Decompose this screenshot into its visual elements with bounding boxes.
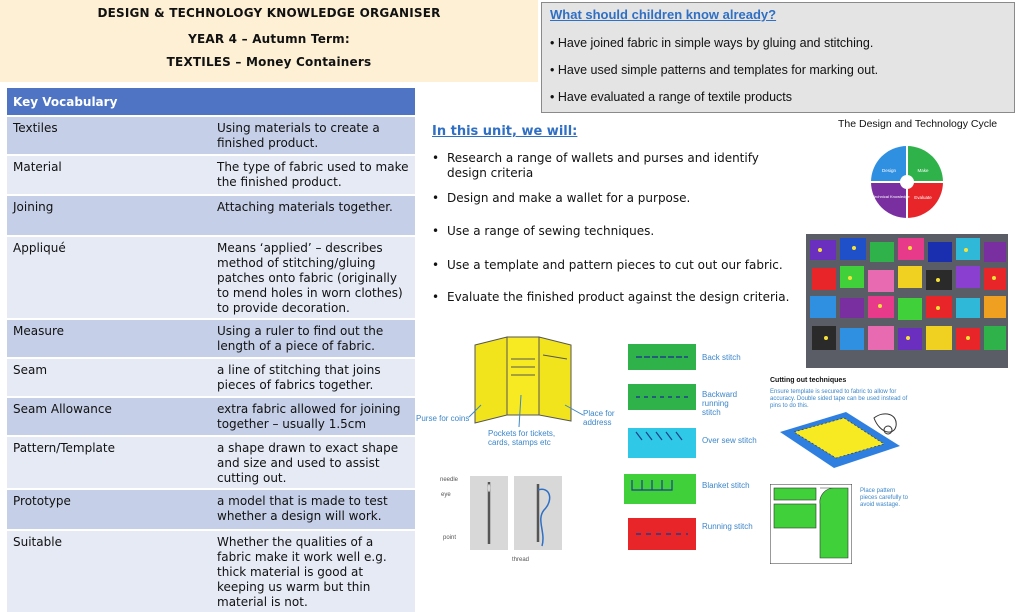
vocab-row bbox=[7, 529, 415, 612]
vocab-row bbox=[7, 318, 415, 357]
vocab-row bbox=[7, 235, 415, 318]
vocab-term: Prototype bbox=[7, 488, 211, 529]
title-block bbox=[0, 0, 538, 82]
vocab-definition: Whether the qualities of a fabric make it work well e.g. thick material is good at keeping us warm but thin material is not. bbox=[211, 529, 415, 612]
vocab-definition: extra fabric allowed for joining together – usually 1.5cm bbox=[211, 396, 415, 435]
cutting-note: Place pattern pieces carefully to avoid wastage. bbox=[860, 488, 909, 508]
needle-image bbox=[470, 476, 508, 550]
vocab-row bbox=[7, 396, 415, 435]
threaded-needle-image bbox=[514, 476, 562, 550]
vocab-term: Measure bbox=[7, 318, 211, 357]
cycle-label-evaluate: Evaluate bbox=[914, 195, 932, 200]
bullet-icon: • bbox=[432, 191, 440, 205]
cycle-label-make: Make bbox=[917, 168, 929, 173]
vocab-row bbox=[7, 115, 415, 154]
label-pockets: Pockets for tickets, cards, stamps etc bbox=[488, 429, 556, 447]
label-place: Place for address bbox=[583, 409, 615, 427]
vocab-row bbox=[7, 488, 415, 529]
stitch-sample bbox=[628, 344, 696, 370]
unit-heading: In this unit, we will: bbox=[432, 124, 578, 139]
label-purse: Purse for coins bbox=[416, 414, 470, 423]
prior-knowledge-heading: What should children know already? bbox=[550, 7, 777, 22]
label-thread: thread bbox=[512, 557, 530, 563]
cycle-label-design: Design bbox=[881, 168, 897, 173]
prior-knowledge-box bbox=[541, 2, 1015, 113]
vocab-definition: Attaching materials together. bbox=[211, 194, 415, 235]
vocab-term: Appliqué bbox=[7, 235, 211, 318]
vocab-term: Seam Allowance bbox=[7, 396, 211, 435]
cycle-segment-technical bbox=[871, 182, 907, 218]
stitch-label: Back stitch bbox=[702, 353, 741, 362]
stitch-sample bbox=[628, 428, 696, 458]
unit-item-text: Design and make a wallet for a purpose. bbox=[447, 191, 691, 205]
bullet-icon: • bbox=[432, 290, 440, 304]
vocab-row bbox=[7, 154, 415, 194]
stitch-sample bbox=[624, 474, 696, 504]
stitch-label: Over sew stitch bbox=[702, 436, 757, 445]
vocab-definition: a shape drawn to exact shape and size and used to assist cutting out. bbox=[211, 435, 415, 488]
vocab-definition: Using a ruler to find out the length of a piece of fabric. bbox=[211, 318, 415, 357]
vocab-term: Material bbox=[7, 154, 211, 194]
vocab-term: Textiles bbox=[7, 115, 211, 154]
design-cycle-diagram bbox=[871, 146, 943, 218]
cycle-title: The Design and Technology Cycle bbox=[838, 118, 998, 130]
title-line-2: YEAR 4 – Autumn Term: bbox=[188, 32, 350, 46]
cycle-segment-make bbox=[907, 146, 943, 182]
vocab-term: Seam bbox=[7, 357, 211, 396]
label-needle: needle bbox=[440, 477, 459, 483]
stitch-label: Running stitch bbox=[702, 522, 753, 531]
unit-item bbox=[432, 258, 802, 273]
bullet-icon: • bbox=[432, 151, 440, 165]
prior-knowledge-item: • Have joined fabric in simple ways by gluing and stitching. bbox=[550, 36, 874, 50]
unit-item-text: Evaluate the finished product against the design criteria. bbox=[447, 290, 790, 304]
unit-item bbox=[432, 151, 802, 181]
stitch-sample bbox=[628, 518, 696, 550]
vocab-term: Joining bbox=[7, 194, 211, 235]
pattern-layout-illustration bbox=[770, 484, 852, 564]
vocab-definition: The type of fabric used to make the finished product. bbox=[211, 154, 415, 194]
vocabulary-heading: Key Vocabulary bbox=[7, 88, 415, 115]
vocab-term: Pattern/Template bbox=[7, 435, 211, 488]
label-point: point bbox=[443, 535, 457, 541]
vocab-row bbox=[7, 194, 415, 235]
cycle-segment-evaluate bbox=[907, 182, 943, 218]
stitch-label: Blanket stitch bbox=[702, 481, 750, 490]
unit-item-text: Use a range of sewing techniques. bbox=[447, 224, 655, 238]
unit-item-text: Research a range of wallets and purses and identify design criteria bbox=[447, 151, 759, 180]
stitch-sample bbox=[628, 384, 696, 410]
unit-item-text: Use a template and pattern pieces to cut out our fabric. bbox=[447, 258, 783, 272]
cutting-text: Ensure template is secured to fabric to allow for accuracy. Double sided tape can be used instead of pins to do this. bbox=[770, 389, 908, 409]
cycle-segment-design bbox=[871, 146, 907, 182]
vocab-row bbox=[7, 435, 415, 488]
stitch-label: Backward running stitch bbox=[702, 390, 738, 417]
wallets-photo bbox=[806, 234, 1008, 368]
bullet-icon: • bbox=[432, 224, 440, 238]
wallet-illustration bbox=[455, 335, 597, 427]
vocab-definition: Using materials to create a finished product. bbox=[211, 115, 415, 154]
vocab-definition: a model that is made to test whether a design will work. bbox=[211, 488, 415, 529]
label-eye: eye bbox=[441, 492, 451, 498]
title-line-3: TEXTILES – Money Containers bbox=[166, 55, 372, 69]
vocab-definition: a line of stitching that joins pieces of fabrics together. bbox=[211, 357, 415, 396]
vocabulary-table bbox=[7, 88, 415, 612]
cutting-heading: Cutting out techniques bbox=[770, 377, 847, 384]
unit-item bbox=[432, 224, 802, 239]
bullet-icon: • bbox=[432, 258, 440, 272]
prior-knowledge-item: • Have evaluated a range of textile products bbox=[550, 90, 793, 104]
vocab-definition: Means ‘applied’ – describes method of stitching/gluing patches onto fabric (originally to mend holes in worn clothes) to provide decoration. bbox=[211, 235, 415, 318]
unit-item bbox=[432, 191, 802, 206]
title-line-1: DESIGN & TECHNOLOGY KNOWLEDGE ORGANISER bbox=[97, 6, 441, 20]
pinning-illustration bbox=[776, 408, 908, 472]
prior-knowledge-item: • Have used simple patterns and templates for marking out. bbox=[550, 63, 879, 77]
vocab-row bbox=[7, 357, 415, 396]
unit-item bbox=[432, 290, 802, 305]
cycle-label-technical: Technical Knowledge bbox=[872, 194, 910, 199]
vocab-term: Suitable bbox=[7, 529, 211, 612]
